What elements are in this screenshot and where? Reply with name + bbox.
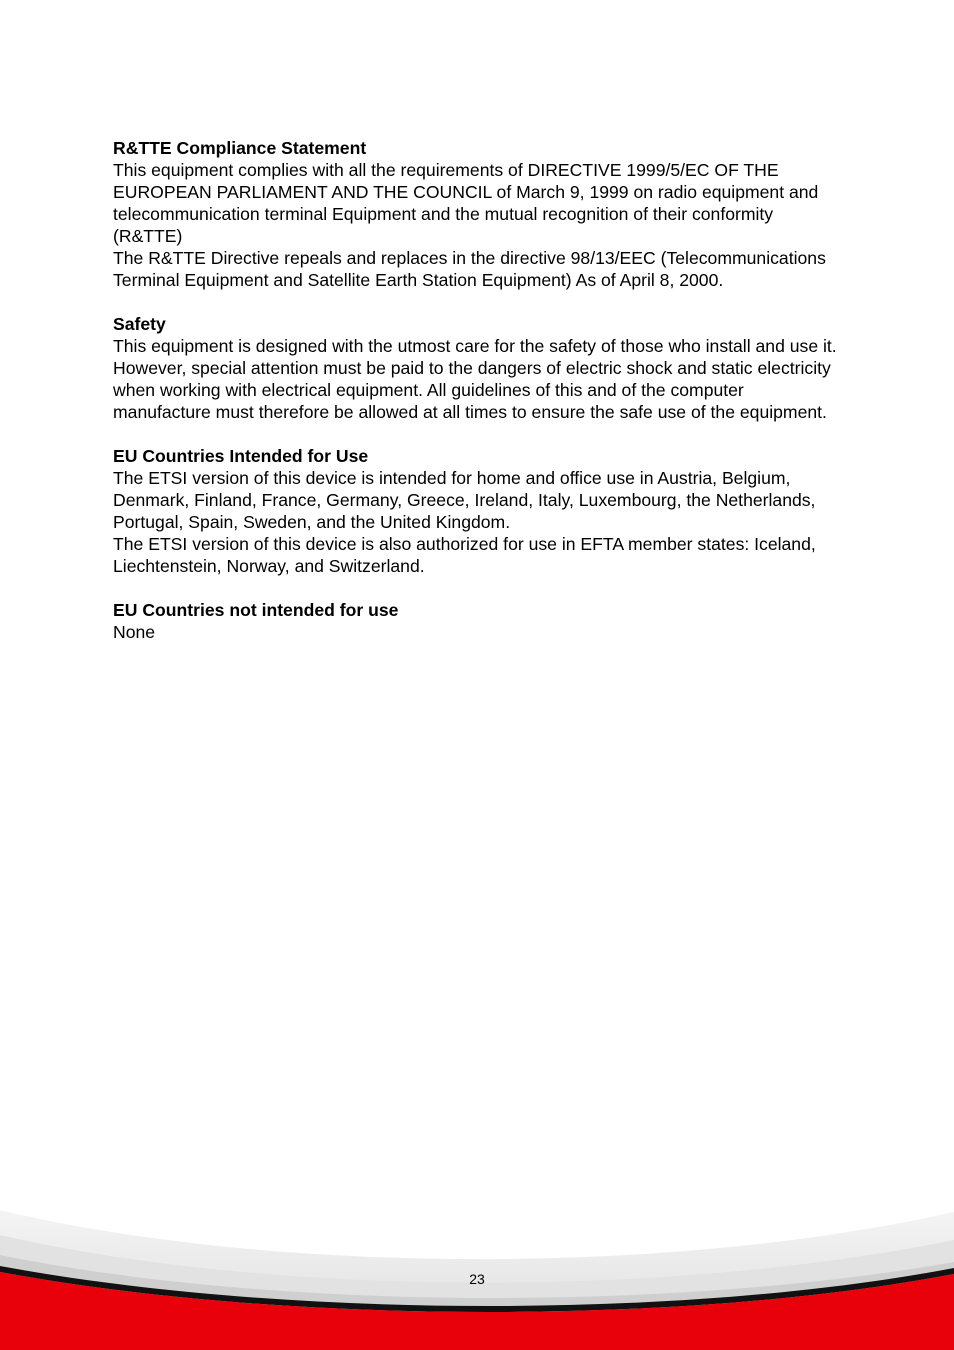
section-safety (113, 313, 845, 423)
section-paragraph: None (113, 622, 156, 642)
section-eu-countries-not-intended (113, 599, 845, 643)
section-heading: EU Countries not intended for use (113, 600, 399, 620)
section-heading: EU Countries Intended for Use (113, 446, 369, 466)
document-body (113, 137, 845, 665)
section-rtte-compliance (113, 137, 845, 291)
page-number: 23 (469, 1271, 485, 1287)
section-heading: Safety (113, 314, 166, 334)
section-heading: R&TTE Compliance Statement (113, 138, 367, 158)
section-paragraph: The ETSI version of this device is also authorized for use in EFTA member states: Iceland, Liechtenstein, Norway, and Switzerland. (113, 534, 816, 576)
section-eu-countries-intended (113, 445, 845, 577)
section-paragraph: The ETSI version of this device is intended for home and office use in Austria, Belgium, Denmark, Finland, France, Germany, Greece, Ireland, Italy, Luxembourg, the Netherlands, Portugal, Spain, Sweden, and the United Kingdom. (113, 468, 816, 532)
section-paragraph: The R&TTE Directive repeals and replaces in the directive 98/13/EEC (Telecommunications Terminal Equipment and Satellite Earth Station Equipment) As of April 8, 2000. (113, 248, 826, 290)
section-paragraph: This equipment is designed with the utmost care for the safety of those who install and use it. However, special attention must be paid to the dangers of electric shock and static electricity when working with electrical equipment. All guidelines of this and of the computer manufacture must therefore be allowed at all times to ensure the safe use of the equipment. (113, 336, 837, 422)
section-paragraph: This equipment complies with all the requirements of DIRECTIVE 1999/5/EC OF THE EUROPEAN PARLIAMENT AND THE COUNCIL of March 9, 1999 on radio equipment and telecommunication terminal Equipment and the mutual recognition of their conformity (R&TTE) (113, 160, 819, 246)
